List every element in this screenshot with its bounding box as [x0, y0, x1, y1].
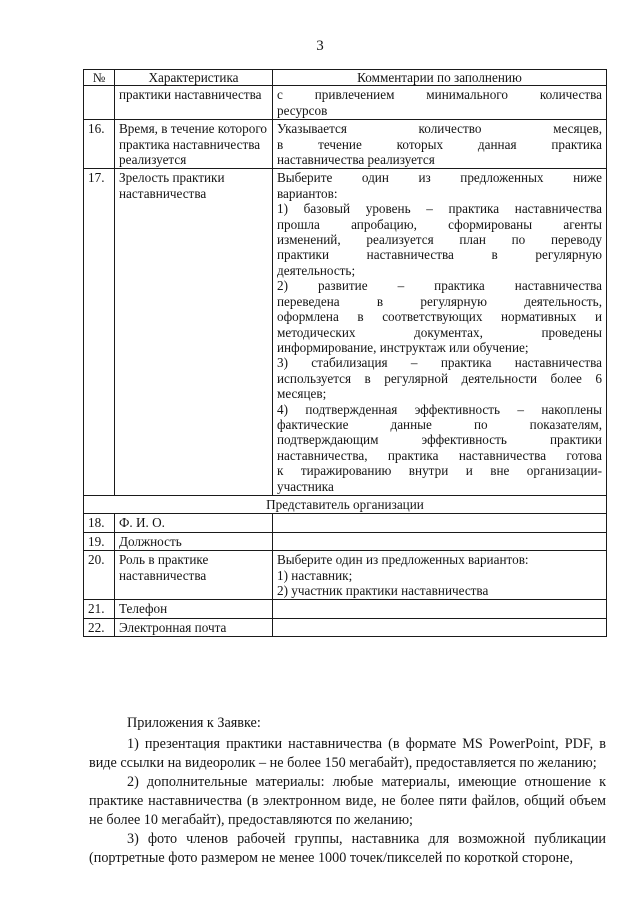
header-characteristic: Характеристика — [115, 70, 273, 86]
header-comment: Комментарии по заполнению — [273, 70, 607, 86]
row-characteristic: Зрелость практики наставничества — [115, 169, 273, 496]
row-comment: Выберите один из предложенных ниже вариантов: 1) базовый уровень – практика наставничества прошла апробацию, сформированы агенты изменений, реализуется план по переводу практики наставничества в регулярную деятельность; 2) развитие – практика наставничества переведена в регулярную деятельность, оформлена в соответствующих нормативных и методических документах, проведены информирование, инструктаж или обучение; 3) стабилизация – практика наставничества используется в регулярной деятельности более 6 месяцев; 4) подтвержденная эффективность – накоплены фактические данные по показателям, подтверждающим эффективность практики наставничества, практика наставничества готова к тиражированию внутри и вне организации- участника — [273, 169, 607, 496]
row-comment-empty — [273, 618, 607, 636]
section-row — [84, 495, 607, 513]
row-number: 17. — [84, 169, 115, 496]
row-number: 19. — [84, 532, 115, 550]
table-row — [84, 514, 607, 532]
attachments-heading: Приложения к Заявке: — [127, 715, 261, 731]
application-form-table — [83, 69, 607, 637]
row-comment-empty — [273, 532, 607, 550]
table-row — [84, 86, 607, 120]
row-characteristic: Электронная почта — [115, 618, 273, 636]
row-comment: Выберите один из предложенных вариантов: 1) наставник; 2) участник практики наставничества — [273, 551, 607, 600]
row-number: 18. — [84, 514, 115, 532]
row-comment-empty — [273, 514, 607, 532]
row-characteristic: Время, в течение которого практика наставничества реализуется — [115, 120, 273, 169]
table-row — [84, 551, 607, 600]
row-number: 21. — [84, 600, 115, 618]
table-header-row — [84, 70, 607, 86]
table-row — [84, 169, 607, 496]
row-number — [84, 86, 115, 120]
header-number: № — [84, 70, 115, 86]
table-row — [84, 532, 607, 550]
table-row — [84, 600, 607, 618]
row-comment-empty — [273, 600, 607, 618]
attachments-section — [89, 714, 606, 868]
table-row — [84, 120, 607, 169]
row-comment: Указывается количество месяцев, в течение которых данная практика наставничества реализуется — [273, 120, 607, 169]
row-comment: с привлечением минимального количества ресурсов — [273, 86, 607, 120]
row-characteristic: Должность — [115, 532, 273, 550]
row-characteristic: Ф. И. О. — [115, 514, 273, 532]
table-row — [84, 618, 607, 636]
row-number: 16. — [84, 120, 115, 169]
page-number: 3 — [316, 38, 324, 54]
attachment-item: 1) презентация практики наставничества (в формате MS PowerPoint, PDF, в виде ссылки на видеоролик – не более 150 мегабайт), предоставляется по желанию; — [89, 736, 606, 771]
section-title: Представитель организации — [84, 495, 607, 513]
row-number: 20. — [84, 551, 115, 600]
row-characteristic: практики наставничества — [115, 86, 273, 120]
row-number: 22. — [84, 618, 115, 636]
row-characteristic: Роль в практике наставничества — [115, 551, 273, 600]
attachment-item: 2) дополнительные материалы: любые материалы, имеющие отношение к практике наставничества (в электронном виде, не более пяти файлов, общий объем не более 10 мегабайт), предоставляются по желанию; — [89, 774, 606, 828]
attachment-item: 3) фото членов рабочей группы, наставника для возможной публикации (портретные фото размером не менее 1000 точек/пикселей по короткой стороне, — [89, 831, 606, 866]
row-characteristic: Телефон — [115, 600, 273, 618]
